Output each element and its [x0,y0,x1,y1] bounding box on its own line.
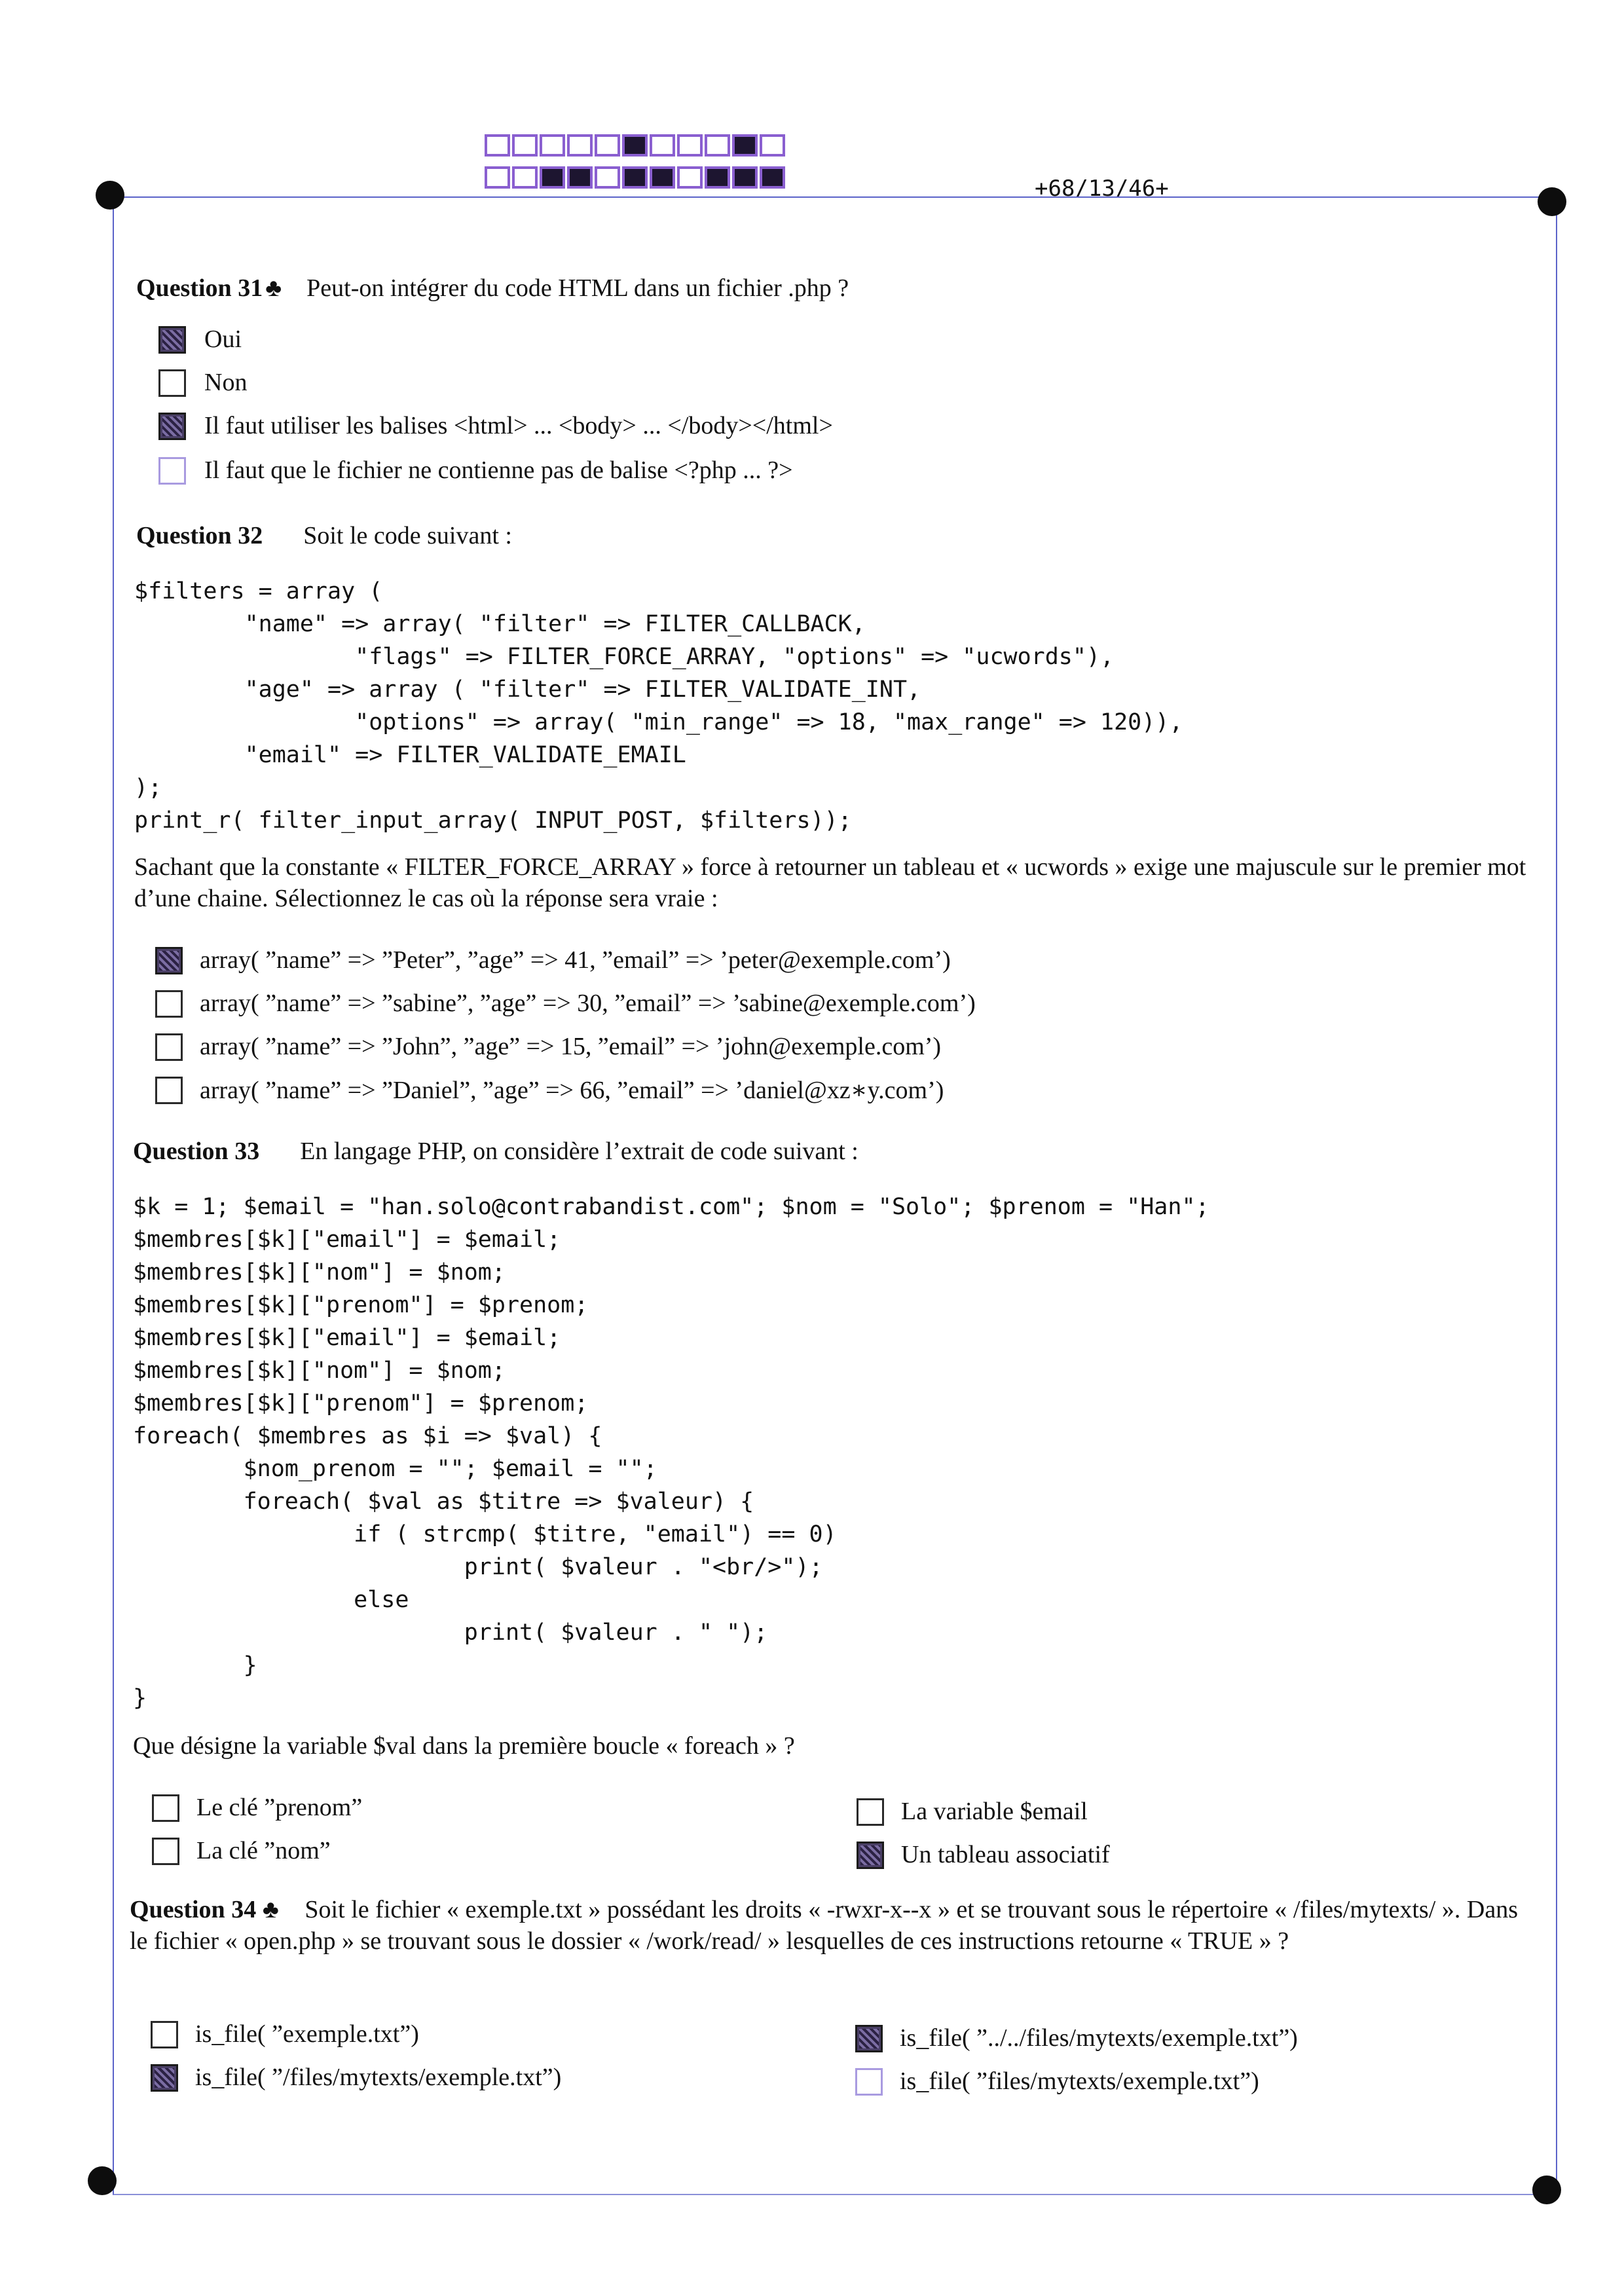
q34-checkbox-1[interactable] [151,2064,178,2092]
q34-option-3: is_file( ”files/mytexts/exemple.txt”) [900,2067,1259,2095]
q33-header [133,1137,858,1166]
q33-checkbox-2[interactable] [857,1798,884,1826]
q31-checkbox-2[interactable] [158,413,186,440]
barcode-cell [622,166,648,189]
q32-text: Soit le code suivant : [303,522,512,549]
barcode-cell [485,134,510,157]
q31-checkbox-3[interactable] [158,457,186,485]
corner-mark-top-left [96,181,124,210]
q32-option-0: array( ”name” => ”Peter”, ”age” => 41, ”email” => ’peter@exemple.com’) [200,946,951,974]
q32-code: $filters = array ( "name" => array( "filter" => FILTER_CALLBACK, "flags" => FILTER_FORCE_ARRAY, "options" => "ucwords"), "age" => array ( "filter" => FILTER_VALIDATE_INT, "options" => array( "min_range" => 18, "max_range" => 120)), "email" => FILTER_VALIDATE_EMAIL ); print_r( filter_input_array( INPUT_POST, $filters)); [134,578,1183,834]
q31-option-3: Il faut que le fichier ne contienne pas de balise <?php ... ?> [204,456,793,484]
barcode-cell [485,166,510,189]
q32-option-1: array( ”name” => ”sabine”, ”age” => 30, ”email” => ’sabine@exemple.com’) [200,990,976,1017]
barcode-cell [732,134,758,157]
q34-checkbox-2[interactable] [855,2025,883,2052]
q33-checkbox-1[interactable] [152,1838,179,1865]
corner-mark-bottom-left [88,2166,117,2195]
barcode-top [485,134,787,157]
barcode-cell [650,166,675,189]
q31-checkbox-1[interactable] [158,369,186,397]
q32-checkbox-2[interactable] [155,1033,183,1061]
barcode-cell [705,166,730,189]
q31-text: Peut-on intégrer du code HTML dans un fichier .php ? [306,274,849,302]
q33-code: $k = 1; $email = "han.solo@contrabandist.com"; $nom = "Solo"; $prenom = "Han"; $membres[$k]["email"] = $email; $membres[$k]["nom"] = $nom; $membres[$k]["prenom"] = $prenom; $membres[$k]["email"] = $email; $membres[$k]["nom"] = $nom; $membres[$k]["prenom"] = $prenom; foreach( $membres as $i => $val) { $nom_prenom = ""; $email = ""; foreach( $val as $titre => $valeur) { if ( strcmp( $titre, "email") == 0) print( $valeur . "<br/>"); else print( $valeur . " "); } } [133,1194,1209,1711]
barcode-cell [512,134,538,157]
q31-checkbox-0[interactable] [158,326,186,354]
q33-option-2: La variable $email [901,1798,1088,1825]
club-icon: ♣ [265,274,282,302]
barcode-cell [705,134,730,157]
q32-checkbox-3[interactable] [155,1077,183,1104]
q33-question: Que désigne la variable $val dans la première boucle « foreach » ? [133,1732,795,1760]
barcode-cell [622,134,648,157]
q32-header [136,521,512,550]
barcode-cell [677,134,703,157]
q33-checkbox-3[interactable] [857,1842,884,1869]
barcode-cell [677,166,703,189]
q31-option-0: Oui [204,325,242,353]
q31-label: Question 31 [136,274,263,302]
q32-option-2: array( ”name” => ”John”, ”age” => 15, ”email” => ’john@exemple.com’) [200,1033,942,1060]
barcode-cell [567,166,593,189]
corner-mark-bottom-right [1532,2176,1561,2204]
club-icon: ♣ [262,1896,279,1923]
barcode-cell [760,166,785,189]
q34-text: Soit le fichier « exemple.txt » possédant les droits « -rwxr-x--x » et se trouvant sous le répertoire « /files/mytexts/ ». Dans le fichier « open.php » se trouvant sous le dossier « /work/read/ » lesquelles de ces instructions retourne « TRUE » ? [130,1896,1519,1955]
q33-label: Question 33 [133,1138,260,1165]
barcode-cell [540,134,565,157]
barcode-cell [512,166,538,189]
page-code: +68/13/46+ [1035,176,1169,202]
q32-checkbox-1[interactable] [155,990,183,1018]
q34-label: Question 34 [130,1896,257,1923]
q33-text: En langage PHP, on considère l’extrait de code suivant : [300,1138,858,1165]
q32-explanation: Sachant que la constante « FILTER_FORCE_ARRAY » force à retourner un tableau et « ucwords » exige une majuscule sur le premier mot d’une chaine. Sélectionnez le cas où la réponse sera vraie : [134,853,1526,912]
barcode-cell [732,166,758,189]
q33-option-0: Le clé ”prenom” [196,1794,363,1821]
q34-option-1: is_file( ”/files/mytexts/exemple.txt”) [195,2064,562,2091]
barcode-cell [760,134,785,157]
barcode-cell [567,134,593,157]
barcode-cell [650,134,675,157]
q34-option-2: is_file( ”../../files/mytexts/exemple.txt”) [900,2024,1298,2052]
barcode-bottom [485,166,787,189]
q34-checkbox-0[interactable] [151,2021,178,2048]
barcode-cell [595,166,620,189]
q34-checkbox-3[interactable] [855,2068,883,2096]
q32-option-3: array( ”name” => ”Daniel”, ”age” => 66, ”email” => ’daniel@xz∗y.com’) [200,1077,944,1104]
q32-label: Question 32 [136,522,263,549]
q34-header [130,1894,1518,1957]
q34-option-0: is_file( ”exemple.txt”) [195,2020,419,2048]
q33-option-1: La clé ”nom” [196,1837,331,1864]
q33-checkbox-0[interactable] [152,1794,179,1822]
q31-option-2: Il faut utiliser les balises <html> ... <body> ... </body></html> [204,412,833,439]
q31-header [136,274,849,303]
q33-option-3: Un tableau associatif [901,1841,1110,1868]
barcode-cell [540,166,565,189]
corner-mark-top-right [1538,187,1566,216]
q32-checkbox-0[interactable] [155,947,183,974]
q31-option-1: Non [204,369,248,396]
barcode-cell [595,134,620,157]
